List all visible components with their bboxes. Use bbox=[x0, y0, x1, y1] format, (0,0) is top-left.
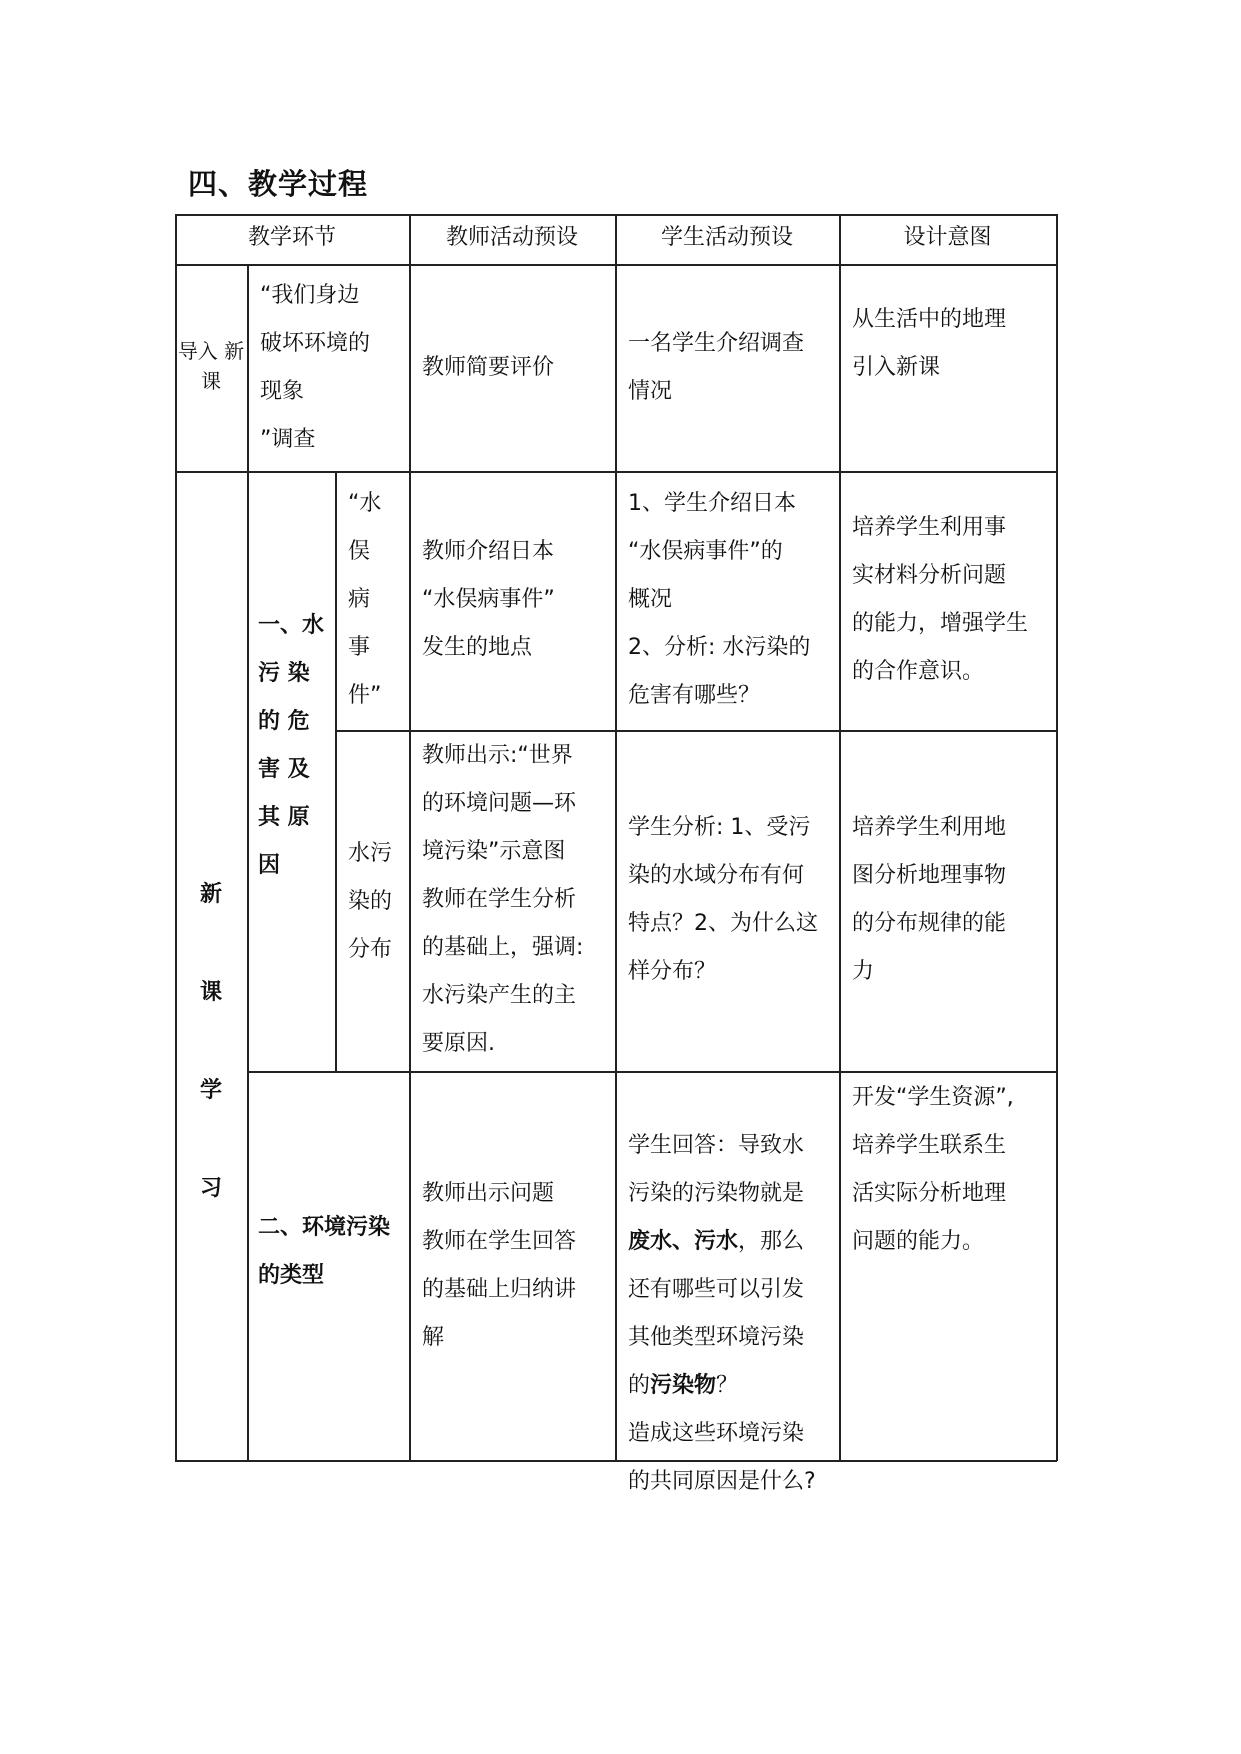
part2-student-seg-3: 污染物 bbox=[650, 1373, 717, 1398]
part1-row1-teacher: 教师介绍日本 “水俣病事件” 发生的地点 bbox=[422, 539, 555, 660]
part1-row2-topic: 水污 染的 分布 bbox=[348, 841, 393, 962]
header-teacher-activity: 教师活动预设 bbox=[445, 225, 578, 250]
part2-teacher: 教师出示问题 教师在学生回答 的基础上归纳讲 解 bbox=[422, 1181, 577, 1350]
part2-student-seg-2: ，那么 还有哪些可以引发 其他类型环境污染 的 bbox=[628, 1229, 805, 1398]
section-heading: 四、教学过程 bbox=[188, 167, 369, 201]
part1-row2-purpose: 培养学生利用地 图分析地理事物 的分布规律的能 力 bbox=[852, 815, 1007, 984]
part1-title: 一、水 污 染 的 危 害 及 其 原 因 bbox=[258, 613, 325, 878]
intro-stage: 导入 新课 bbox=[177, 339, 245, 393]
header-student-activity: 学生活动预设 bbox=[660, 225, 793, 250]
part1-row1-purpose: 培养学生利用事 实材料分析问题 的能力，增强学生 的合作意识。 bbox=[852, 515, 1029, 684]
intro-student: 一名学生介绍调查 情况 bbox=[628, 331, 805, 404]
header-teaching-stage: 教学环节 bbox=[247, 225, 336, 250]
part2-title: 二、环境污染 的类型 bbox=[258, 1215, 391, 1288]
part2-student-seg-1: 废水、污水 bbox=[628, 1229, 739, 1254]
intro-activity: “我们身边 破坏环境的 现象 ”调查 bbox=[260, 283, 371, 452]
part2-student-seg-0: 学生回答：导致水 污染的污染物就是 bbox=[628, 1133, 805, 1206]
part1-row1-student: 1、学生介绍日本 “水俣病事件”的 概况 2、分析: 水污染的 危害有哪些？ bbox=[628, 491, 811, 708]
intro-teacher: 教师简要评价 bbox=[422, 355, 555, 380]
intro-purpose: 从生活中的地理 引入新课 bbox=[852, 307, 1007, 380]
part2-purpose: 开发“学生资源”, 培养学生联系生 活实际分析地理 问题的能力。 bbox=[852, 1085, 1014, 1254]
new-lesson-stage: 新 课 学 习 bbox=[199, 882, 222, 1201]
part1-row1-topic: “水 俣 病 事 件” bbox=[348, 491, 382, 708]
part2-student-seg-4: ？ 造成这些环境污染 的共同原因是什么? bbox=[628, 1373, 816, 1494]
part2-student bbox=[628, 1074, 843, 1506]
header-design-purpose: 设计意图 bbox=[903, 225, 992, 250]
part1-row2-student: 学生分析: 1、受污 染的水域分布有何 特点？2、为什么这 样分布？ bbox=[628, 815, 818, 984]
part1-row2-teacher: 教师出示:“世界 的环境问题—环 境污染”示意图 教师在学生分析 的基础上，强调: 水污染产生的主 要原因. bbox=[422, 743, 584, 1056]
